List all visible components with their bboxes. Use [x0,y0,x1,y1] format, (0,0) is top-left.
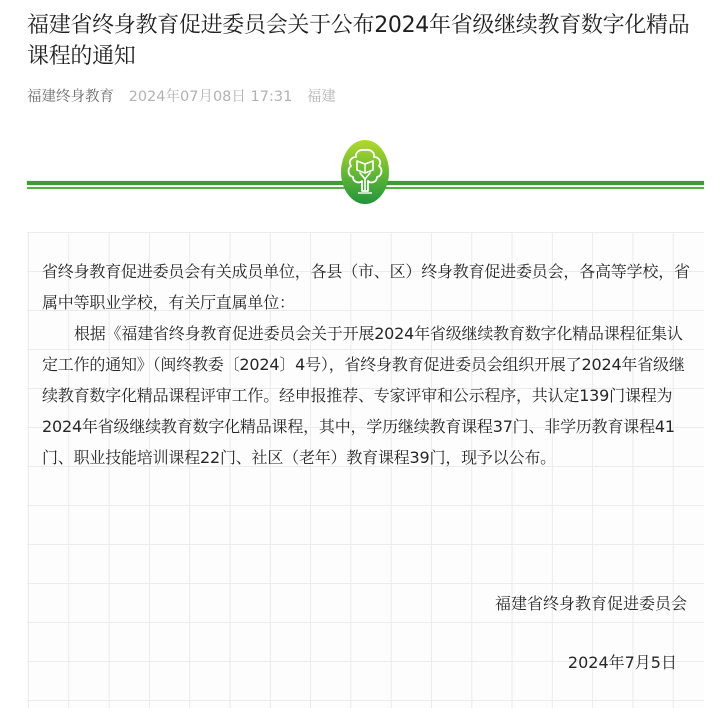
notice-salutation: 省终身教育促进委员会有关成员单位，各县（市、区）终身教育促进委员会，各高等学校，省属中等职业学校，有关厅直属单位： [42,262,690,312]
notice-date: 2024年7月5日 [567,653,677,672]
tree-book-logo-icon [340,139,390,205]
article-title: 福建省终身教育促进委员会关于公布2024年省级继续教育数字化精品课程的通知 [27,13,690,69]
notice-body [42,256,692,473]
publish-datetime: 2024年07月08日 17:31 [128,89,293,105]
publish-location: 福建 [306,89,336,105]
account-name-link[interactable]: 福建终身教育 [27,89,114,105]
notice-paragraph: 根据《福建省终身教育促进委员会关于开展2024年省级继续教育数字化精品课程征集认定工作的通知》（闽终教委〔2024〕4号），省终身教育促进委员会组织开展了2024年省级继续教育数字化精品课程评审工作。经申报推荐、专家评审和公示程序，共认定139门课程为2024年省级继续教育数字化精品课程，其中，学历继续教育课程37门、非学历教育课程41门、职业技能培训课程22门、社区（老年）教育课程39门，现予以公布。 [42,324,685,467]
article-meta [27,86,336,108]
notice-signature: 福建省终身教育促进委员会 [494,594,687,613]
header-banner [27,138,704,208]
